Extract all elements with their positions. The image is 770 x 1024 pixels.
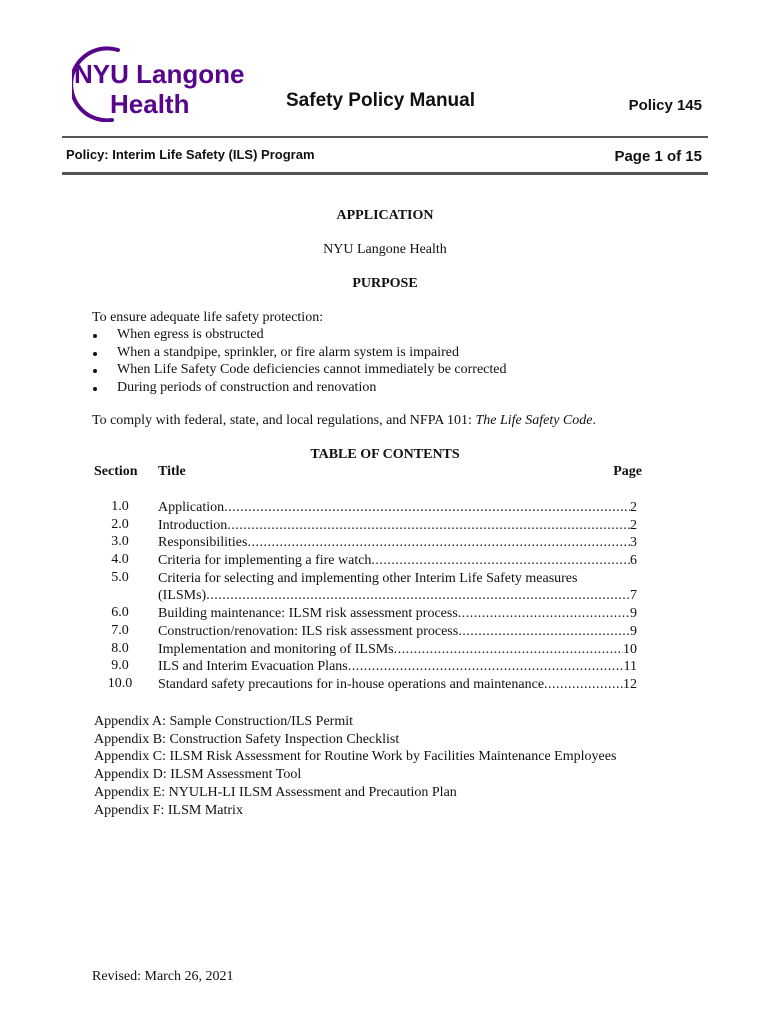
toc-entry[interactable] <box>0 552 770 570</box>
revised-date: Revised: March 26, 2021 <box>92 969 234 984</box>
toc-section-number: 2.0 <box>111 516 129 532</box>
toc-page-number: 9 <box>630 623 637 639</box>
toc-col-title: Title <box>158 464 186 479</box>
toc-entry-title: Application <box>158 500 225 515</box>
toc-section-number: 5.0 <box>111 569 129 585</box>
toc-entry[interactable] <box>0 641 770 659</box>
appendix-item[interactable]: Appendix F: ILSM Matrix <box>94 802 243 818</box>
logo-line1: NYU Langone <box>74 59 245 89</box>
appendix-item[interactable]: Appendix D: ILSM Assessment Tool <box>94 767 302 783</box>
logo-line2: Health <box>110 89 190 119</box>
toc-heading: TABLE OF CONTENTS <box>310 447 460 462</box>
toc-entry-title: Responsibilities <box>158 535 248 551</box>
toc-page-number: 6 <box>630 553 637 569</box>
purpose-heading: PURPOSE <box>352 276 418 291</box>
toc-entry[interactable] <box>0 499 770 517</box>
toc-section-number: 1.0 <box>111 499 129 514</box>
toc-section-number: 8.0 <box>111 640 129 656</box>
purpose-bullet-list <box>92 326 507 397</box>
header-divider-bottom <box>62 172 708 175</box>
toc-entry[interactable] <box>0 676 770 694</box>
toc-entry[interactable] <box>0 517 770 535</box>
appendix-item[interactable]: Appendix E: NYULH-LI ILSM Assessment and Precaution Plan <box>94 784 457 800</box>
toc-page-number: 10 <box>623 641 637 657</box>
compliance-statement <box>92 413 596 429</box>
toc-page-number: 7 <box>630 588 637 604</box>
toc-col-page: Page <box>613 464 642 479</box>
toc-entry-title: Introduction <box>158 517 228 533</box>
toc-page-number: 3 <box>630 535 637 551</box>
compliance-code-title: The Life Safety Code <box>475 413 593 428</box>
appendix-item[interactable]: Appendix C: ILSM Risk Assessment for Routine Work by Facilities Maintenance Employees <box>94 749 617 765</box>
header-divider-top <box>62 136 708 138</box>
toc-entry-title-continued: (ILSMs) <box>158 588 207 604</box>
toc-page-number: 2 <box>630 500 637 515</box>
toc-section-number: 7.0 <box>111 622 129 638</box>
toc-entry-title: Implementation and monitoring of ILSMs <box>158 641 394 657</box>
toc-section-number: 10.0 <box>107 675 133 691</box>
toc-entry[interactable] <box>0 605 770 623</box>
appendix-item[interactable]: Appendix B: Construction Safety Inspection Checklist <box>94 731 400 747</box>
purpose-bullet: During periods of construction and renovation <box>92 379 507 397</box>
toc-page-number: 11 <box>623 659 637 675</box>
policy-number: Policy 145 <box>628 97 702 114</box>
purpose-bullet: When a standpipe, sprinkler, or fire alarm system is impaired <box>92 344 507 362</box>
toc-page-number: 9 <box>630 606 637 622</box>
application-text: NYU Langone Health <box>323 242 447 257</box>
toc-page-number: 2 <box>630 517 637 533</box>
purpose-intro: To ensure adequate life safety protection: <box>92 310 324 325</box>
application-heading: APPLICATION <box>336 208 434 223</box>
purpose-bullet: When Life Safety Code deficiencies cannot immediately be corrected <box>92 361 507 379</box>
manual-title: Safety Policy Manual <box>286 90 476 111</box>
compliance-text: To comply with federal, state, and local regulations, and NFPA 101: <box>92 413 476 428</box>
toc-entry-title: Construction/renovation: ILS risk assessment process <box>158 623 459 639</box>
toc-page-number: 12 <box>623 676 637 692</box>
toc-col-section: Section <box>94 464 138 479</box>
page-info: Page 1 of 15 <box>614 148 702 165</box>
appendix-list <box>94 713 616 819</box>
appendix-item[interactable]: Appendix A: Sample Construction/ILS Permit <box>94 714 353 729</box>
toc-section-number: 9.0 <box>111 658 129 674</box>
toc-entry-title: Building maintenance: ILSM risk assessment process <box>158 606 458 622</box>
toc-section-number: 4.0 <box>111 552 129 568</box>
toc-entry-title: ILS and Interim Evacuation Plans <box>158 659 348 675</box>
toc-entry-title: Criteria for selecting and implementing other Interim Life Safety measures <box>158 570 578 586</box>
policy-name: Policy: Interim Life Safety (ILS) Program <box>66 147 315 162</box>
nyu-langone-health-logo <box>72 46 252 122</box>
toc-entry-title: Criteria for implementing a fire watch <box>158 553 372 569</box>
purpose-bullet: When egress is obstructed <box>92 326 507 344</box>
toc-section-number: 3.0 <box>111 534 129 550</box>
toc-entry[interactable] <box>0 570 770 605</box>
toc-section-number: 6.0 <box>111 605 129 621</box>
toc-entry-title: Standard safety precautions for in-house operations and maintenance <box>158 676 545 692</box>
toc-entry[interactable] <box>0 623 770 641</box>
toc-entry[interactable] <box>0 534 770 552</box>
compliance-period: . <box>592 413 596 428</box>
toc-list <box>0 499 770 694</box>
toc-entry[interactable] <box>0 658 770 676</box>
